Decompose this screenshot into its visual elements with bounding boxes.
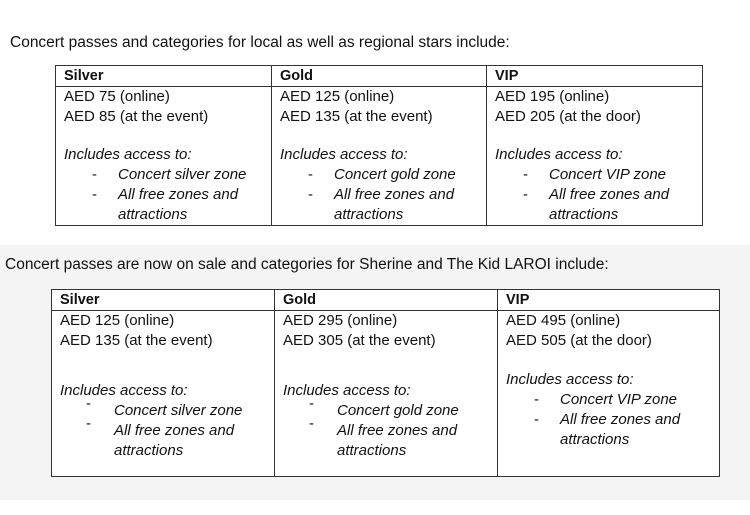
includes-heading: Includes access to:: [60, 382, 188, 399]
list-item: - Concert silver zone: [92, 166, 247, 183]
column-header-silver: Silver: [56, 66, 272, 87]
bullet-dash: -: [523, 166, 528, 183]
table-header-row: [56, 66, 703, 87]
price-online: AED 195 (online): [495, 88, 610, 105]
list-item: - All free zones and attractions: [523, 186, 670, 223]
bullet-dash: -: [92, 166, 97, 183]
list-item: - Concert VIP zone: [523, 166, 667, 183]
vip-cell: [498, 311, 720, 477]
section1-intro: Concert passes and categories for local as well as regional stars include:: [10, 34, 510, 51]
list-item: - All free zones and attractions: [309, 415, 458, 459]
price-event: AED 135 (at the event): [280, 108, 433, 125]
price-door: AED 505 (at the door): [506, 332, 652, 349]
access-list: [60, 395, 274, 461]
access-list: [506, 390, 719, 450]
includes-heading: Includes access to:: [506, 371, 634, 388]
list-item: - Concert gold zone: [309, 395, 459, 419]
access-list: [283, 395, 497, 461]
section2-intro: Concert passes are now on sale and categories for Sherine and The Kid LAROI include:: [5, 256, 609, 273]
column-header-gold: Gold: [272, 66, 487, 87]
includes-heading: Includes access to:: [280, 146, 408, 163]
column-header-vip: VIP: [487, 66, 703, 87]
includes-heading: Includes access to:: [495, 146, 623, 163]
includes-heading: Includes access to:: [283, 382, 411, 399]
price-event: AED 85 (at the event): [64, 108, 209, 125]
list-item: - Concert gold zone: [308, 166, 456, 183]
bullet-dash: -: [86, 395, 91, 412]
table-row: [52, 311, 720, 477]
silver-cell: [56, 87, 272, 226]
bullet-dash: -: [309, 415, 314, 432]
price-online: AED 125 (online): [280, 88, 395, 105]
price-online: AED 125 (online): [60, 312, 175, 329]
bullet-dash: -: [523, 186, 528, 203]
list-item: - Concert silver zone: [86, 395, 243, 419]
access-list: [280, 165, 486, 225]
bullet-dash: -: [309, 395, 314, 412]
price-online: AED 75 (online): [64, 88, 170, 105]
gold-cell: [272, 87, 487, 226]
table-header-row: [52, 290, 720, 311]
price-event: AED 305 (at the event): [283, 332, 436, 349]
section2-pass-table: [51, 289, 720, 477]
price-online: AED 295 (online): [283, 312, 398, 329]
bullet-dash: -: [534, 411, 539, 428]
column-header-vip: VIP: [498, 290, 720, 311]
column-header-gold: Gold: [275, 290, 498, 311]
price-online: AED 495 (online): [506, 312, 621, 329]
list-item: - All free zones and attractions: [92, 186, 239, 223]
bullet-dash: -: [92, 186, 97, 203]
list-item: - All free zones and attractions: [86, 415, 235, 459]
price-event: AED 135 (at the event): [60, 332, 213, 349]
list-item: - All free zones and attractions: [534, 411, 681, 448]
bullet-dash: -: [534, 391, 539, 408]
price-door: AED 205 (at the door): [495, 108, 641, 125]
table-row: [56, 87, 703, 226]
gold-cell: [275, 311, 498, 477]
bullet-dash: -: [308, 186, 313, 203]
bullet-dash: -: [86, 415, 91, 432]
access-list: [64, 165, 271, 225]
bullet-dash: -: [308, 166, 313, 183]
access-list: [495, 165, 702, 225]
silver-cell: [52, 311, 275, 477]
includes-heading: Includes access to:: [64, 146, 192, 163]
list-item: - All free zones and attractions: [308, 186, 455, 223]
section1-pass-table: [55, 65, 703, 226]
column-header-silver: Silver: [52, 290, 275, 311]
list-item: - Concert VIP zone: [534, 391, 678, 408]
vip-cell: [487, 87, 703, 226]
